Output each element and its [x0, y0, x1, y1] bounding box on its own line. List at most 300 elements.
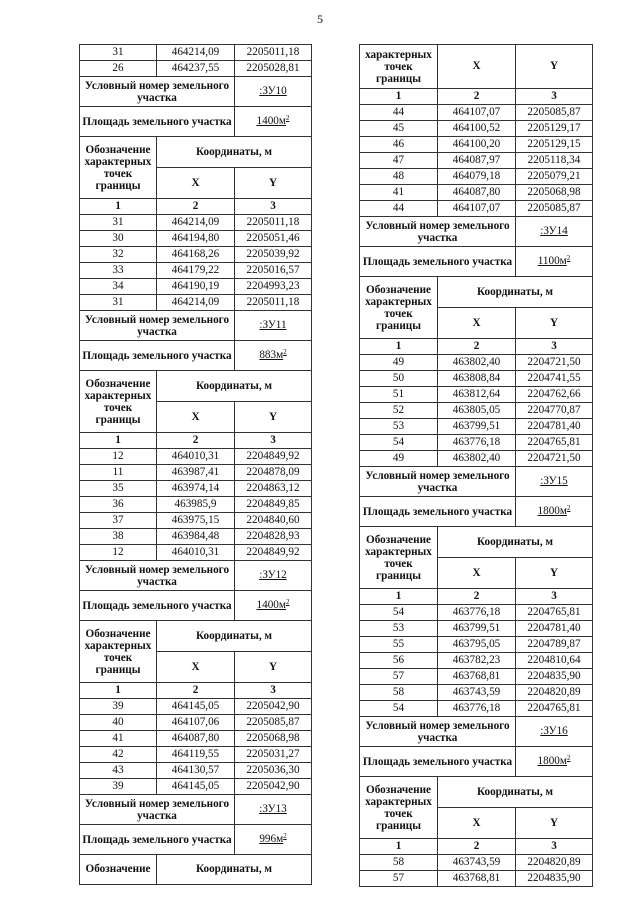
- y-coordinate: 2205042,90: [235, 779, 312, 795]
- column-index-cell: 3: [235, 433, 312, 449]
- parcel-number-row: [80, 795, 312, 825]
- point-id: 52: [360, 403, 438, 419]
- y-coordinate: 2204789,87: [516, 637, 593, 653]
- coordinates-header: Координаты, м: [157, 855, 312, 885]
- parcel-number-value: [235, 795, 312, 825]
- x-coordinate: 463799,51: [438, 621, 516, 637]
- header-row: [80, 371, 312, 402]
- parcel-number-text: :ЗУ14: [540, 225, 568, 237]
- point-designation-header: Обозначение характерных точек границы: [80, 371, 157, 433]
- point-row: [80, 513, 312, 529]
- x-coordinate: 463802,40: [438, 451, 516, 467]
- parcel-number-label: Условный номер земельного участка: [360, 217, 516, 247]
- column-index-cell: 3: [235, 199, 312, 215]
- y-coordinate: 2205068,98: [516, 185, 593, 201]
- point-id: 58: [360, 855, 438, 871]
- x-coordinate: 463799,51: [438, 419, 516, 435]
- point-row: [80, 481, 312, 497]
- y-coordinate: 2204762,66: [516, 387, 593, 403]
- header-row: [360, 777, 593, 808]
- x-coordinate: 463776,18: [438, 435, 516, 451]
- y-coordinate: 2204849,85: [235, 497, 312, 513]
- y-coordinate: 2204765,81: [516, 701, 593, 717]
- parcel-area-label: Площадь земельного участка: [80, 341, 235, 371]
- x-coordinate: 464130,57: [157, 763, 235, 779]
- y-coordinate: 2205079,21: [516, 169, 593, 185]
- parcel-number-value: [235, 77, 312, 107]
- x-coordinate: 463782,23: [438, 653, 516, 669]
- x-coordinate: 463743,59: [438, 855, 516, 871]
- point-designation-header: характерных точек границы: [360, 45, 438, 89]
- point-id: 33: [80, 263, 157, 279]
- parcel-number-label: Условный номер земельного участка: [80, 311, 235, 341]
- x-coordinate: 463743,59: [438, 685, 516, 701]
- coordinates-header: Координаты, м: [438, 527, 593, 558]
- area-unit-exponent: 2: [283, 348, 287, 356]
- area-unit-exponent: 2: [566, 504, 571, 512]
- point-id: 44: [360, 201, 438, 217]
- parcel-area-row: [360, 247, 593, 277]
- area-unit-exponent: 2: [566, 754, 571, 762]
- parcel-area-text: 1100м: [537, 255, 567, 267]
- parcel-area-label: Площадь земельного участка: [360, 247, 516, 277]
- x-axis-header: X: [438, 558, 516, 589]
- page-number: 5: [317, 12, 323, 26]
- x-axis-header: X: [438, 308, 516, 339]
- y-coordinate: 2204840,60: [235, 513, 312, 529]
- point-id: 54: [360, 605, 438, 621]
- coordinates-table-right: [359, 44, 593, 887]
- point-row: [80, 449, 312, 465]
- x-coordinate: 463768,81: [438, 669, 516, 685]
- parcel-area-label: Площадь земельного участка: [360, 747, 516, 777]
- y-coordinate: 2205118,34: [516, 153, 593, 169]
- point-id: 48: [360, 169, 438, 185]
- point-row: [80, 465, 312, 481]
- column-index-row: [80, 199, 312, 215]
- y-coordinate: 2205028,81: [235, 61, 312, 77]
- point-row: [360, 451, 593, 467]
- area-unit-exponent: 2: [285, 114, 290, 122]
- column-index-cell: 2: [157, 683, 235, 699]
- point-row: [360, 121, 593, 137]
- x-axis-header: X: [438, 808, 516, 839]
- column-index-cell: 3: [235, 683, 312, 699]
- point-id: 50: [360, 371, 438, 387]
- coordinates-header: Координаты, м: [157, 621, 312, 652]
- parcel-area-text: 1400м: [256, 115, 286, 127]
- coordinates-table-left: [79, 44, 312, 885]
- point-row: [360, 105, 593, 121]
- point-designation-header: Обозначение характерных точек границы: [80, 137, 157, 199]
- x-coordinate: 463985,9: [157, 497, 235, 513]
- x-coordinate: 464100,20: [438, 137, 516, 153]
- y-coordinate: 2204765,81: [516, 605, 593, 621]
- point-row: [360, 871, 593, 887]
- y-coordinate: 2205085,87: [516, 201, 593, 217]
- point-row: [80, 215, 312, 231]
- parcel-area-value: [235, 341, 312, 371]
- parcel-area-value: [516, 497, 593, 527]
- x-coordinate: 464145,05: [157, 699, 235, 715]
- point-row: [360, 637, 593, 653]
- parcel-number-value: [516, 467, 593, 497]
- parcel-area-row: [80, 107, 312, 137]
- y-coordinate: 2205042,90: [235, 699, 312, 715]
- area-unit-exponent: 2: [566, 254, 571, 262]
- header-row-truncated: [80, 855, 312, 885]
- point-id: 57: [360, 669, 438, 685]
- point-row: [80, 231, 312, 247]
- x-coordinate: 464214,09: [157, 295, 235, 311]
- point-row: [360, 435, 593, 451]
- parcel-number-row: [360, 467, 593, 497]
- parcel-number-text: :ЗУ12: [259, 569, 287, 581]
- header-row: [360, 277, 593, 308]
- x-coordinate: 464107,07: [438, 105, 516, 121]
- x-coordinate: 463975,15: [157, 513, 235, 529]
- coordinates-header: Координаты, м: [157, 371, 312, 402]
- point-designation-header: Обозначение характерных точек границы: [360, 277, 438, 339]
- parcel-number-value: [235, 311, 312, 341]
- parcel-area-text: 1400м: [256, 599, 286, 611]
- point-id: 41: [80, 731, 157, 747]
- parcel-area-label: Площадь земельного участка: [80, 591, 235, 621]
- point-id: 35: [80, 481, 157, 497]
- x-coordinate: 464107,06: [157, 715, 235, 731]
- parcel-number-text: :ЗУ15: [540, 475, 568, 487]
- parcel-number-label: Условный номер земельного участка: [80, 561, 235, 591]
- point-row: [360, 185, 593, 201]
- point-row: [360, 685, 593, 701]
- point-row: [80, 263, 312, 279]
- x-coordinate: 463812,64: [438, 387, 516, 403]
- point-row: [360, 153, 593, 169]
- parcel-area-value: [235, 107, 312, 137]
- column-index-cell: 2: [438, 89, 516, 105]
- point-row: [360, 621, 593, 637]
- point-id: 53: [360, 419, 438, 435]
- column-index-row: [360, 589, 593, 605]
- point-id: 51: [360, 387, 438, 403]
- parcel-number-value: [516, 717, 593, 747]
- x-axis-header: X: [157, 168, 235, 199]
- y-coordinate: 2204828,93: [235, 529, 312, 545]
- column-index-cell: 3: [516, 589, 593, 605]
- header-row: [360, 527, 593, 558]
- y-axis-header: Y: [235, 652, 312, 683]
- column-index-cell: 2: [438, 589, 516, 605]
- parcel-number-label: Условный номер земельного участка: [360, 467, 516, 497]
- parcel-area-row: [80, 591, 312, 621]
- parcel-number-text: :ЗУ11: [259, 319, 287, 331]
- y-coordinate: 2204878,09: [235, 465, 312, 481]
- parcel-area-text: 1800м: [537, 505, 567, 517]
- x-coordinate: 464145,05: [157, 779, 235, 795]
- area-unit-exponent: 2: [283, 832, 287, 840]
- y-coordinate: 2204765,81: [516, 435, 593, 451]
- point-id: 49: [360, 355, 438, 371]
- point-id: 57: [360, 871, 438, 887]
- point-id: 37: [80, 513, 157, 529]
- area-unit-exponent: 2: [285, 598, 290, 606]
- x-coordinate: 464237,55: [157, 61, 235, 77]
- x-coordinate: 463795,05: [438, 637, 516, 653]
- header-row: [80, 137, 312, 168]
- parcel-number-label: Условный номер земельного участка: [80, 795, 235, 825]
- x-coordinate: 464010,31: [157, 545, 235, 561]
- x-coordinate: 463984,48: [157, 529, 235, 545]
- column-index-cell: 2: [157, 199, 235, 215]
- point-id: 39: [80, 779, 157, 795]
- point-id: 34: [80, 279, 157, 295]
- point-row: [80, 763, 312, 779]
- y-coordinate: 2205085,87: [235, 715, 312, 731]
- y-coordinate: 2204820,89: [516, 855, 593, 871]
- y-coordinate: 2204849,92: [235, 449, 312, 465]
- point-id: 55: [360, 637, 438, 653]
- parcel-area-text: 996м: [259, 833, 284, 845]
- parcel-area-text: 1800м: [537, 755, 567, 767]
- point-id: 58: [360, 685, 438, 701]
- point-id: 12: [80, 449, 157, 465]
- point-id: 11: [80, 465, 157, 481]
- point-designation-header: Обозначение характерных точек границы: [80, 621, 157, 683]
- point-id: 40: [80, 715, 157, 731]
- x-coordinate: 464087,80: [157, 731, 235, 747]
- point-id: 31: [80, 215, 157, 231]
- x-coordinate: 464119,55: [157, 747, 235, 763]
- point-row: [80, 747, 312, 763]
- column-index-cell: 3: [516, 339, 593, 355]
- parcel-area-row: [360, 747, 593, 777]
- column-index-row: [80, 433, 312, 449]
- parcel-number-row: [360, 217, 593, 247]
- x-coordinate: 464079,18: [438, 169, 516, 185]
- column-index-cell: 1: [80, 433, 157, 449]
- column-index-row: [360, 339, 593, 355]
- point-id: 43: [80, 763, 157, 779]
- y-coordinate: 2204770,87: [516, 403, 593, 419]
- parcel-number-row: [80, 77, 312, 107]
- parcel-area-value: [235, 825, 312, 855]
- x-coordinate: 464190,19: [157, 279, 235, 295]
- point-id: 31: [80, 295, 157, 311]
- column-index-cell: 2: [438, 339, 516, 355]
- y-coordinate: 2205068,98: [235, 731, 312, 747]
- y-coordinate: 2205129,15: [516, 137, 593, 153]
- x-coordinate: 464100,52: [438, 121, 516, 137]
- point-row: [360, 403, 593, 419]
- y-coordinate: 2204781,40: [516, 419, 593, 435]
- y-coordinate: 2204741,55: [516, 371, 593, 387]
- parcel-area-text: 883м: [259, 349, 284, 361]
- parcel-area-value: [235, 591, 312, 621]
- parcel-number-text: :ЗУ16: [540, 725, 568, 737]
- point-row: [80, 699, 312, 715]
- point-id: 39: [80, 699, 157, 715]
- point-id: 44: [360, 105, 438, 121]
- point-row: [360, 701, 593, 717]
- point-row: [360, 653, 593, 669]
- x-coordinate: 464214,09: [157, 215, 235, 231]
- x-coordinate: 464010,31: [157, 449, 235, 465]
- column-index-cell: 1: [360, 589, 438, 605]
- x-coordinate: 463776,18: [438, 701, 516, 717]
- point-row: [80, 295, 312, 311]
- point-row: [80, 279, 312, 295]
- point-row: [80, 61, 312, 77]
- header-row-continued: [360, 45, 593, 89]
- x-axis-header: X: [438, 45, 516, 89]
- y-axis-header: Y: [516, 808, 593, 839]
- point-row: [80, 247, 312, 263]
- parcel-number-label: Условный номер земельного участка: [360, 717, 516, 747]
- column-index-cell: 1: [360, 839, 438, 855]
- parcel-number-value: [516, 217, 593, 247]
- column-index-row: [360, 89, 593, 105]
- point-row: [360, 855, 593, 871]
- x-axis-header: X: [157, 652, 235, 683]
- point-row: [360, 137, 593, 153]
- point-id: 46: [360, 137, 438, 153]
- parcel-number-row: [360, 717, 593, 747]
- point-row: [360, 605, 593, 621]
- point-id: 26: [80, 61, 157, 77]
- parcel-area-row: [80, 825, 312, 855]
- y-coordinate: 2204993,23: [235, 279, 312, 295]
- x-coordinate: 463974,14: [157, 481, 235, 497]
- y-coordinate: 2204835,90: [516, 871, 593, 887]
- parcel-area-label: Площадь земельного участка: [80, 107, 235, 137]
- y-coordinate: 2205129,17: [516, 121, 593, 137]
- x-coordinate: 463802,40: [438, 355, 516, 371]
- point-id: 32: [80, 247, 157, 263]
- x-coordinate: 463808,84: [438, 371, 516, 387]
- point-row: [360, 387, 593, 403]
- parcel-area-value: [516, 247, 593, 277]
- x-coordinate: 464194,80: [157, 231, 235, 247]
- y-coordinate: 2204835,90: [516, 669, 593, 685]
- y-coordinate: 2205085,87: [516, 105, 593, 121]
- y-coordinate: 2205051,46: [235, 231, 312, 247]
- parcel-area-label: Площадь земельного участка: [360, 497, 516, 527]
- y-coordinate: 2204849,92: [235, 545, 312, 561]
- point-row: [360, 169, 593, 185]
- point-id: 12: [80, 545, 157, 561]
- x-coordinate: 464168,26: [157, 247, 235, 263]
- header-row: [80, 621, 312, 652]
- point-row: [80, 497, 312, 513]
- point-id: 36: [80, 497, 157, 513]
- x-coordinate: 464179,22: [157, 263, 235, 279]
- point-id: 38: [80, 529, 157, 545]
- column-index-cell: 1: [80, 683, 157, 699]
- point-row: [360, 355, 593, 371]
- column-index-cell: 3: [516, 839, 593, 855]
- point-designation-header: Обозначение характерных точек границы: [360, 527, 438, 589]
- x-coordinate: 463805,05: [438, 403, 516, 419]
- point-id: 49: [360, 451, 438, 467]
- column-index-row: [360, 839, 593, 855]
- y-coordinate: 2204721,50: [516, 355, 593, 371]
- point-row: [80, 45, 312, 61]
- y-coordinate: 2205016,57: [235, 263, 312, 279]
- point-row: [80, 715, 312, 731]
- parcel-number-label: Условный номер земельного участка: [80, 77, 235, 107]
- point-id: 54: [360, 435, 438, 451]
- x-coordinate: 464214,09: [157, 45, 235, 61]
- coordinates-header: Координаты, м: [157, 137, 312, 168]
- y-axis-header: Y: [516, 45, 593, 89]
- point-designation-header: Обозначение: [80, 855, 157, 885]
- y-coordinate: 2205011,18: [235, 45, 312, 61]
- parcel-number-text: :ЗУ10: [259, 85, 287, 97]
- point-row: [360, 419, 593, 435]
- point-id: 30: [80, 231, 157, 247]
- point-designation-header: Обозначение характерных точек границы: [360, 777, 438, 839]
- y-coordinate: 2205036,30: [235, 763, 312, 779]
- point-row: [360, 371, 593, 387]
- point-row: [80, 779, 312, 795]
- column-index-cell: 1: [360, 89, 438, 105]
- point-id: 45: [360, 121, 438, 137]
- point-id: 31: [80, 45, 157, 61]
- column-index-cell: 2: [438, 839, 516, 855]
- parcel-number-text: :ЗУ13: [259, 803, 287, 815]
- parcel-number-row: [80, 561, 312, 591]
- y-axis-header: Y: [235, 168, 312, 199]
- y-coordinate: 2205011,18: [235, 215, 312, 231]
- parcel-area-label: Площадь земельного участка: [80, 825, 235, 855]
- x-coordinate: 464087,80: [438, 185, 516, 201]
- point-id: 42: [80, 747, 157, 763]
- parcel-area-value: [516, 747, 593, 777]
- x-coordinate: 463987,41: [157, 465, 235, 481]
- y-coordinate: 2205011,18: [235, 295, 312, 311]
- y-coordinate: 2204721,50: [516, 451, 593, 467]
- point-row: [80, 545, 312, 561]
- y-coordinate: 2204810,64: [516, 653, 593, 669]
- y-coordinate: 2204781,40: [516, 621, 593, 637]
- x-coordinate: 464087,97: [438, 153, 516, 169]
- column-index-cell: 3: [516, 89, 593, 105]
- x-coordinate: 463768,81: [438, 871, 516, 887]
- column-index-cell: 1: [360, 339, 438, 355]
- parcel-number-value: [235, 561, 312, 591]
- point-id: 53: [360, 621, 438, 637]
- point-id: 41: [360, 185, 438, 201]
- coordinates-header: Координаты, м: [438, 777, 593, 808]
- point-row: [360, 669, 593, 685]
- coordinates-header: Координаты, м: [438, 277, 593, 308]
- point-id: 54: [360, 701, 438, 717]
- parcel-area-row: [360, 497, 593, 527]
- y-coordinate: 2205039,92: [235, 247, 312, 263]
- y-coordinate: 2204820,89: [516, 685, 593, 701]
- column-index-row: [80, 683, 312, 699]
- parcel-number-row: [80, 311, 312, 341]
- point-row: [360, 201, 593, 217]
- column-index-cell: 2: [157, 433, 235, 449]
- column-index-cell: 1: [80, 199, 157, 215]
- y-axis-header: Y: [235, 402, 312, 433]
- y-axis-header: Y: [516, 308, 593, 339]
- point-id: 47: [360, 153, 438, 169]
- x-coordinate: 463776,18: [438, 605, 516, 621]
- y-coordinate: 2204863,12: [235, 481, 312, 497]
- point-id: 56: [360, 653, 438, 669]
